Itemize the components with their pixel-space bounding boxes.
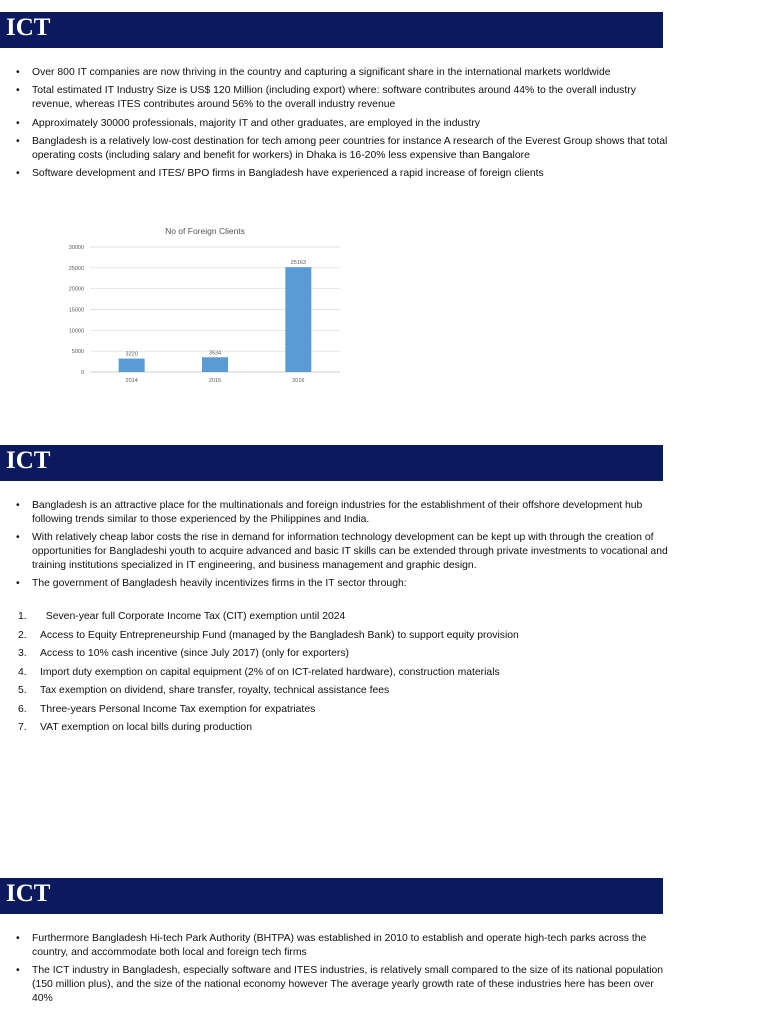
chart-title: No of Foreign Clients xyxy=(165,226,245,236)
data-label: 25163 xyxy=(290,260,306,267)
bullet-item: • Bangladesh is an attractive place for the multinationals and foreign industries for the establishment of their offshore development hub following trends similar to those experienced by the Philippines and India. xyxy=(14,499,669,527)
item-number: 6. xyxy=(18,703,27,715)
bullet-item: • Approximately 30000 professionals, majority IT and other graduates, are employed in the industry xyxy=(14,117,669,131)
numbered-item xyxy=(18,647,668,666)
section-1-bullets xyxy=(14,66,669,186)
section-3-title: ICT xyxy=(6,880,51,907)
item-number: 5. xyxy=(18,685,27,696)
numbered-item xyxy=(18,703,668,722)
bar xyxy=(202,357,228,372)
x-tick-label: 2016 xyxy=(292,378,305,384)
item-text: Access to 10% cash incentive (since July 2017) (only for exporters) xyxy=(40,648,349,659)
numbered-item xyxy=(18,684,668,703)
item-number: 4. xyxy=(18,666,27,678)
bullet-item: • Software development and ITES/ BPO firms in Bangladesh have experienced a rapid increase of foreign clients xyxy=(14,167,669,181)
y-tick-label: 15000 xyxy=(68,307,84,314)
item-text: Three-years Personal Income Tax exemption for expatriates xyxy=(40,703,316,715)
y-tick-label: 0 xyxy=(80,370,84,376)
bullet-item: • Total estimated IT Industry Size is US$ 120 Million (including export) where: software contributes around 44% to the overall industry revenue, whereas ITES contributes around 56% to the overall industry revenue xyxy=(14,84,669,112)
y-tick-label: 20000 xyxy=(68,286,84,293)
bullet-item: • The ICT industry in Bangladesh, especially software and ITES industries, is relatively small compared to the size of its national population (150 million plus), and the size of the national economy however The average yearly growth rate of these industries here has been over 40% xyxy=(14,964,669,1005)
item-text: Seven-year full Corporate Income Tax (CIT) exemption until 2024 xyxy=(40,611,346,622)
item-number: 2. xyxy=(18,629,27,641)
section-2-banner xyxy=(0,445,663,481)
numbered-item xyxy=(18,610,668,629)
bullet-item: • Bangladesh is a relatively low-cost destination for tech among peer countries for instance A research of the Everest Group shows that total operating costs (including salary and benefit for workers) in Dhaka is 16-20% less expensive than Bangalore xyxy=(14,135,669,163)
x-tick-label: 2014 xyxy=(125,378,138,384)
item-number: 1. xyxy=(18,611,27,622)
item-number: 7. xyxy=(18,722,27,733)
data-label: 3220 xyxy=(125,351,138,358)
section-1-banner xyxy=(0,12,663,48)
item-text: Import duty exemption on capital equipment (2% of on ICT-related hardware), construction materials xyxy=(40,666,500,678)
data-label: 3534 xyxy=(208,350,222,357)
bullet-item: • With relatively cheap labor costs the rise in demand for information technology development can be kept up with through the creation of opportunities for Bangladeshi youth to acquire advanced and basic IT skills can be extended through private investments to vocational and training institutions specialized in IT engineering, and business management and graphic design. xyxy=(14,531,669,572)
bullet-item: • The government of Bangladesh heavily incentivizes firms in the IT sector through: xyxy=(14,577,669,591)
section-2-bullets xyxy=(14,499,669,596)
bar xyxy=(119,359,145,372)
item-text: Tax exemption on dividend, share transfer, royalty, technical assistance fees xyxy=(40,685,390,696)
numbered-item xyxy=(18,666,668,685)
item-text: VAT exemption on local bills during production xyxy=(40,722,252,733)
y-tick-label: 30000 xyxy=(68,245,84,251)
bullet-item: • Furthermore Bangladesh Hi-tech Park Authority (BHTPA) was established in 2010 to establish and operate high-tech parks across the country, and accommodate both local and foreign tech firms xyxy=(14,932,669,960)
bullet-item: • Over 800 IT companies are now thriving in the country and capturing a significant share in the international markets worldwide xyxy=(14,66,669,80)
x-tick-label: 2015 xyxy=(208,378,222,384)
foreign-clients-chart xyxy=(60,222,360,392)
numbered-item xyxy=(18,629,668,648)
section-2-title: ICT xyxy=(6,447,51,474)
section-3-bullets xyxy=(14,932,669,1010)
incentives-list xyxy=(18,610,668,740)
section-3-banner xyxy=(0,878,663,914)
section-1-title: ICT xyxy=(6,14,51,41)
item-number: 3. xyxy=(18,648,27,659)
item-text: Access to Equity Entrepreneurship Fund (managed by the Bangladesh Bank) to support equity provision xyxy=(40,629,519,641)
numbered-item xyxy=(18,721,668,740)
y-tick-label: 10000 xyxy=(68,328,84,335)
y-tick-label: 5000 xyxy=(71,349,84,356)
y-tick-label: 25000 xyxy=(68,265,84,272)
bar xyxy=(285,267,311,372)
